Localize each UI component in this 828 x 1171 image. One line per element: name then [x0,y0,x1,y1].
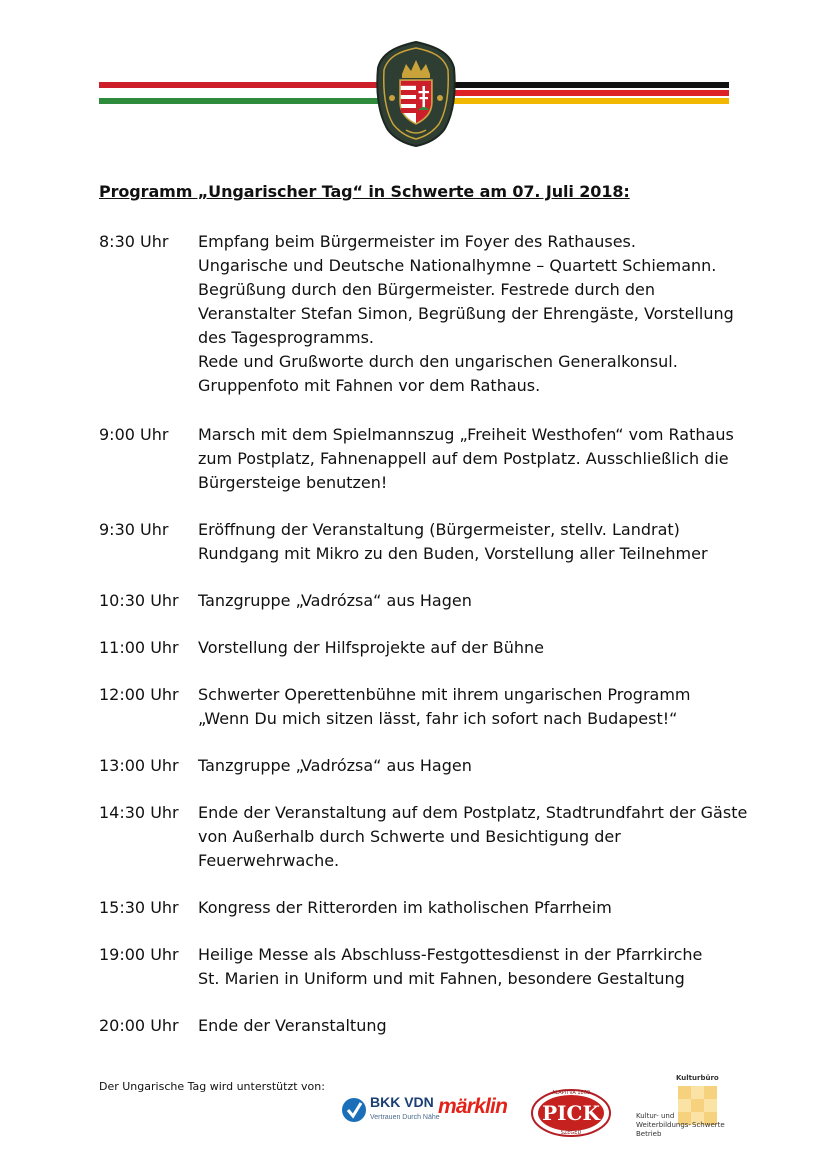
bkk-vdn-tagline: Vertrauen Durch Nähe [370,1114,440,1121]
kulturbuero-logo [632,1074,732,1146]
pick-logo [530,1088,612,1138]
program-time: 12:00 Uhr [99,685,179,704]
program-description [198,1014,759,1038]
pick-name: PICK [542,1101,600,1125]
kulturbuero-city: Schwerte [692,1121,725,1129]
bkk-vdn-logo [340,1088,440,1132]
program-entry [99,801,759,873]
footer-sponsor-note: Der Ungarische Tag wird unterstützt von: [99,1080,325,1093]
flag-stripe-red-de [446,90,729,96]
program-entry [99,754,759,778]
program-description [198,943,759,991]
program-description [198,423,759,495]
flag-stripe-white [99,90,384,96]
kulturbuero-line1: Kultur- und [636,1112,675,1120]
program-description-line: St. Marien in Uniform und mit Fahnen, besondere Gestaltung [198,969,685,988]
program-description-line: Bürgersteige benutzen! [198,473,388,492]
kulturbuero-heading: Kulturbüro [676,1074,719,1082]
program-description [198,801,759,873]
pick-top-text: ALAPÍTVA 1869 [551,1090,591,1096]
program-description [198,518,759,566]
program-description-line: Eröffnung der Veranstaltung (Bürgermeister, stellv. Landrat) [198,520,680,539]
program-time: 13:00 Uhr [99,756,179,775]
crest-emblem-icon [376,40,456,148]
program-entry [99,896,759,920]
program-time: 10:30 Uhr [99,591,179,610]
program-description-line: Begrüßung durch den Bürgermeister. Festrede durch den [198,280,656,299]
program-description-line: Rede und Grußworte durch den ungarischen Generalkonsul. [198,352,678,371]
flag-stripe-gold [446,98,729,104]
program-description-line: Kongress der Ritterorden im katholischen Pfarrheim [198,898,612,917]
program-description [198,589,759,613]
program-time: 8:30 Uhr [99,232,169,251]
program-description [198,636,759,660]
program-description-line: Schwerter Operettenbühne mit ihrem ungarischen Programm [198,685,691,704]
flag-stripe-green [99,98,384,104]
program-time: 9:30 Uhr [99,520,169,539]
program-description-line: Vorstellung der Hilfsprojekte auf der Bühne [198,638,544,657]
program-time: 14:30 Uhr [99,803,179,822]
program-entry [99,683,759,731]
program-entry [99,518,759,566]
program-entry [99,423,759,495]
program-description [198,754,759,778]
program-description-line: zum Postplatz, Fahnenappell auf dem Postplatz. Ausschließlich die [198,449,729,468]
program-description-line: Ungarische und Deutsche Nationalhymne – Quartett Schiemann. [198,256,717,275]
program-description-line: Rundgang mit Mikro zu den Buden, Vorstellung aller Teilnehmer [198,544,708,563]
program-time: 19:00 Uhr [99,945,179,964]
program-description [198,896,759,920]
program-time: 20:00 Uhr [99,1016,179,1035]
program-description [198,683,759,731]
program-description-line: Gruppenfoto mit Fahnen vor dem Rathaus. [198,376,541,395]
program-description-line: Marsch mit dem Spielmannszug „Freiheit Westhofen“ vom Rathaus [198,425,734,444]
program-list [99,230,759,1038]
flag-stripe-red [99,82,384,88]
program-description-line: Veranstalter Stefan Simon, Begrüßung der Ehrengäste, Vorstellung [198,304,734,323]
program-entry [99,1014,759,1038]
program-description-line: Feuerwehrwache. [198,851,340,870]
program-description [198,230,759,398]
program-description-line: Empfang beim Bürgermeister im Foyer des Rathauses. [198,232,636,251]
marklin-logo: märklin [438,1095,508,1118]
program-description-line: von Außerhalb durch Schwerte und Besichtigung der [198,827,621,846]
program-entry [99,943,759,991]
program-time: 15:30 Uhr [99,898,179,917]
program-time: 11:00 Uhr [99,638,179,657]
bkk-vdn-name: BKK VDN [370,1094,434,1110]
program-entry [99,636,759,660]
kulturbuero-line2: Weiterbildungs- [636,1121,691,1129]
program-description-line: Ende der Veranstaltung auf dem Postplatz, Stadtrundfahrt der Gäste [198,803,748,822]
flag-stripe-black [446,82,729,88]
page-title: Programm „Ungarischer Tag“ in Schwerte am 07. Juli 2018: [99,182,630,201]
program-description-line: Tanzgruppe „Vadrózsa“ aus Hagen [198,591,472,610]
program-description-line: Tanzgruppe „Vadrózsa“ aus Hagen [198,756,472,775]
program-description-line: „Wenn Du mich sitzen lässt, fahr ich sofort nach Budapest!“ [198,709,678,728]
header-banner [0,0,828,170]
program-description-line: Heilige Messe als Abschluss-Festgottesdienst in der Pfarrkirche [198,945,703,964]
program-entry [99,589,759,613]
program-description-line: Ende der Veranstaltung [198,1016,387,1035]
pick-bottom-text: SZEGED [560,1130,582,1136]
program-description-line: des Tagesprogramms. [198,328,374,347]
kulturbuero-line3: Betrieb [636,1130,662,1138]
program-time: 9:00 Uhr [99,425,169,444]
program-entry [99,230,759,398]
